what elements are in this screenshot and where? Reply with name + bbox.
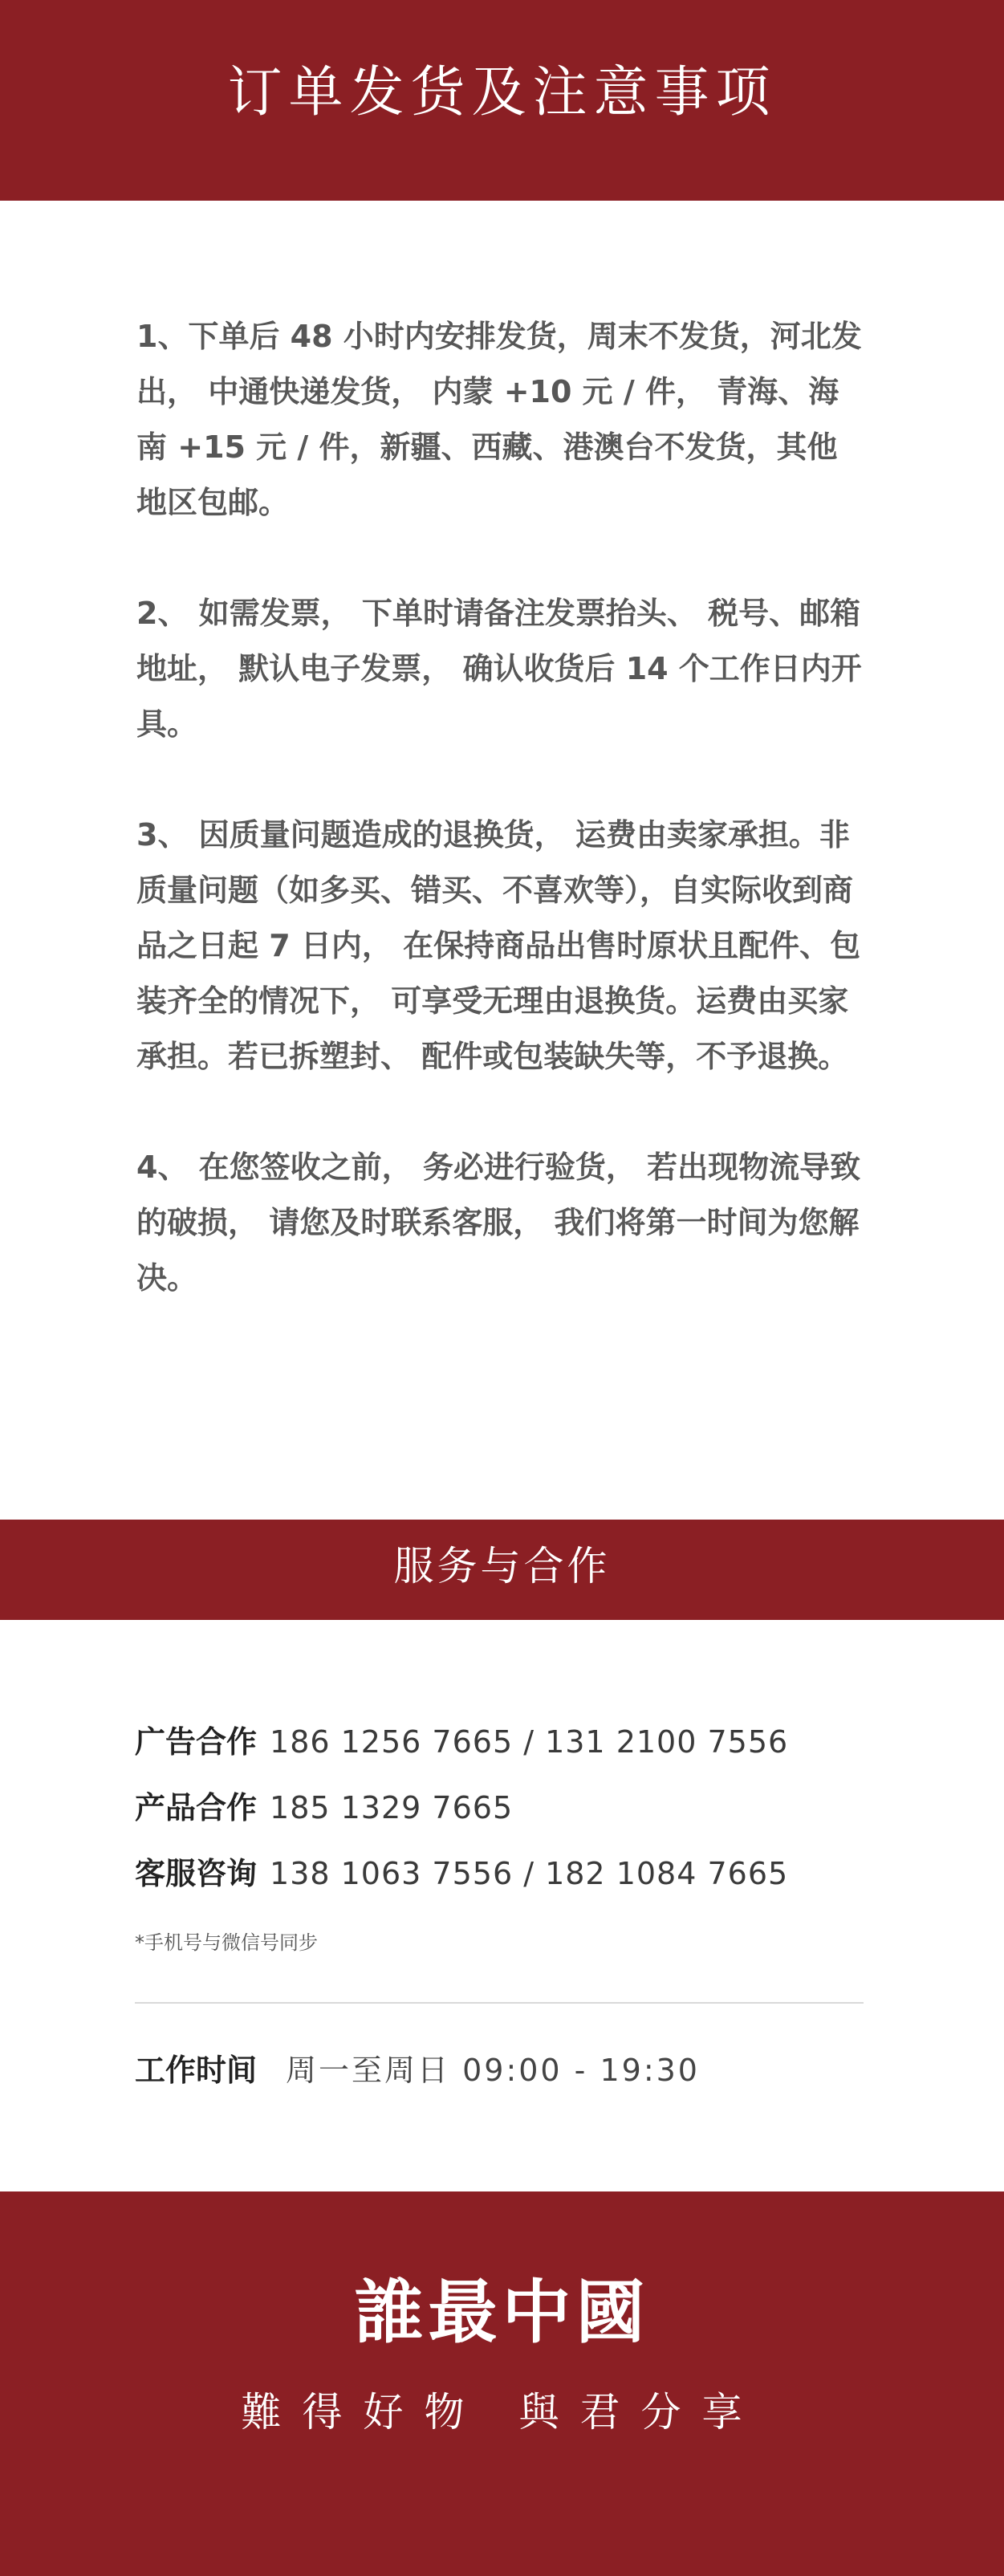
contact-row-product bbox=[135, 1784, 513, 1832]
contact-phone[interactable]: 138 1063 7556 / 182 1084 7665 bbox=[270, 1856, 789, 1891]
work-hours-label: 工作时间 bbox=[135, 2053, 258, 2088]
notice-list bbox=[136, 309, 867, 1361]
notice-item-returns: 3、 因质量问题造成的退换货， 运费由卖家承担。非质量问题（如多买、错买、不喜欢等），自实际收到商品之日起 7 日内， 在保持商品出售时原状且配件、包装齐全的情况下， 可享受无理由退换货。运费由买家承担。若已拆塑封、 配件或包装缺失等，不予退换。 bbox=[136, 817, 861, 1074]
notice-item-invoice: 2、 如需发票， 下单时请备注发票抬头、 税号、邮箱地址， 默认电子发票， 确认收货后 14 个工作日内开具。 bbox=[136, 596, 862, 742]
divider bbox=[135, 2002, 864, 2004]
contact-row-advertising bbox=[135, 1718, 788, 1766]
contact-phone[interactable]: 185 1329 7665 bbox=[270, 1790, 514, 1825]
wechat-sync-note: *手机号与微信号同步 bbox=[135, 1931, 318, 1954]
notice-item-inspection: 4、 在您签收之前， 务必进行验货， 若出现物流导致的破损， 请您及时联系客服， 我们将第一时间为您解决。 bbox=[136, 1150, 861, 1296]
contact-phone[interactable]: 186 1256 7665 / 131 2100 7556 bbox=[270, 1724, 789, 1760]
service-banner bbox=[0, 1520, 1004, 1620]
brand-slogan: 難得好物 與君分享 bbox=[241, 2389, 763, 2436]
footer-banner bbox=[0, 2191, 1004, 2576]
contact-label: 广告合作 bbox=[135, 1724, 258, 1760]
work-hours-value: 周一至周日 09:00 - 19:30 bbox=[286, 2053, 700, 2088]
contact-row-support bbox=[135, 1850, 788, 1898]
work-hours-row bbox=[135, 2046, 700, 2094]
brand-logo: 誰最中國 bbox=[354, 2272, 650, 2353]
service-title: 服务与合作 bbox=[393, 1543, 611, 1589]
header-banner bbox=[0, 0, 1004, 201]
contact-label: 产品合作 bbox=[135, 1790, 258, 1825]
contact-label: 客服咨询 bbox=[135, 1856, 258, 1891]
notice-item-shipping: 1、下单后 48 小时内安排发货，周末不发货，河北发出， 中通快递发货， 内蒙 +10 元 / 件， 青海、海南 +15 元 / 件，新疆、西藏、港澳台不发货，其他地区包邮。 bbox=[136, 319, 862, 520]
page-title: 订单发货及注意事项 bbox=[227, 61, 777, 124]
